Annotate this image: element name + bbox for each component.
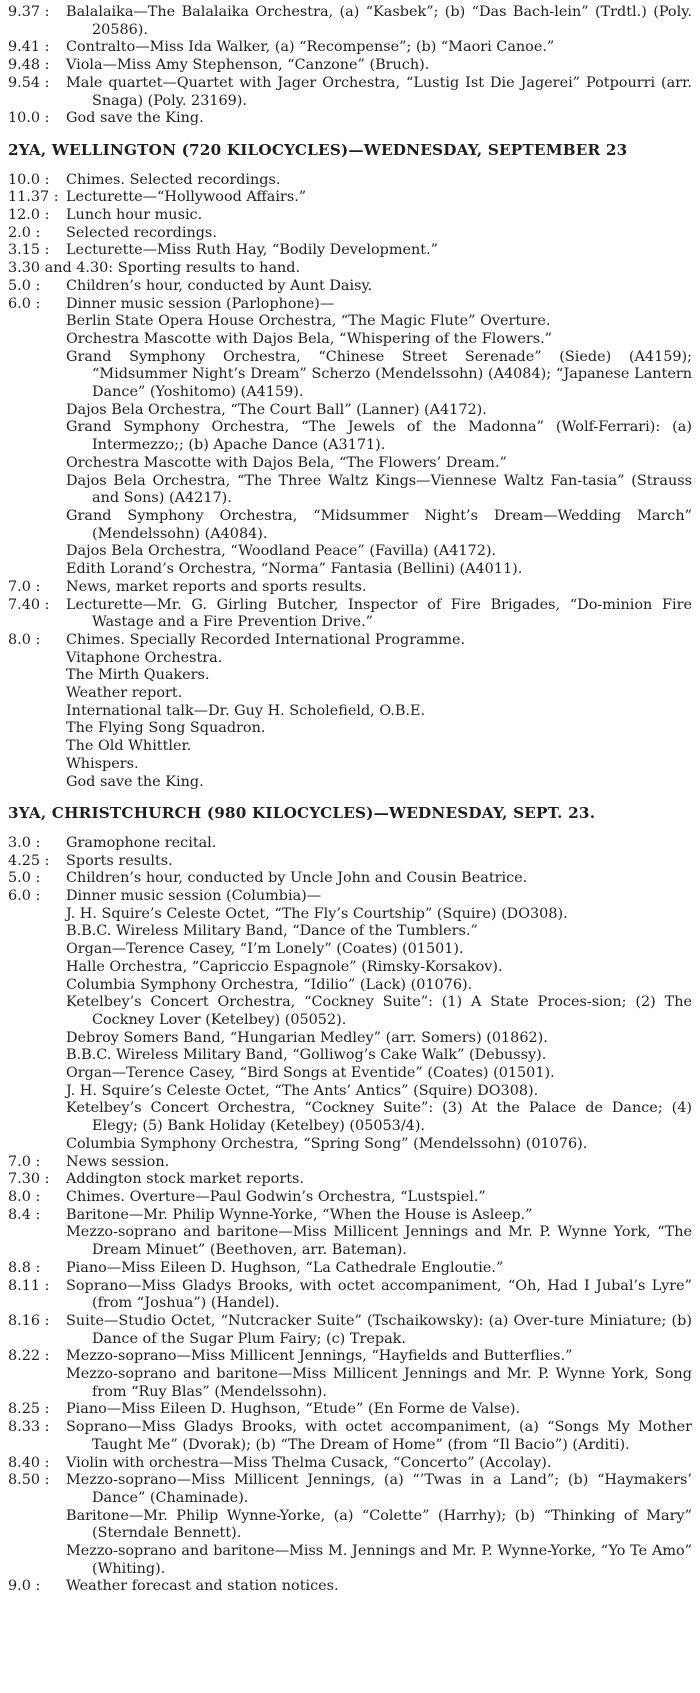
program-entry	[8, 977, 692, 995]
program-entry	[8, 1100, 692, 1135]
program-entry	[8, 1419, 692, 1454]
program-text: Vitaphone Orchestra.	[66, 649, 223, 666]
program-entry	[8, 1065, 692, 1083]
program-text: Suite—Studio Octet, “Nutcracker Suite” (Tschaikowsky): (a) Over-ture Miniature; (b) Dance of the Sugar Plum Fairy; (c) Trepak.	[66, 1312, 692, 1347]
program-text: Viola—Miss Amy Stephenson, “Canzone” (Bruch).	[66, 57, 430, 74]
program-text: Organ—Terence Casey, “Bird Songs at Eventide” (Coates) (01501).	[66, 1065, 555, 1082]
program-entry	[8, 1136, 692, 1154]
program-text: Edith Lorand’s Orchestra, “Norma” Fantasia (Bellini) (A4011).	[66, 561, 523, 578]
program-text: Dajos Bela Orchestra, “Woodland Peace” (Favilla) (A4172).	[66, 543, 497, 560]
program-text: News, market reports and sports results.	[66, 578, 367, 595]
program-time: 9.48 :	[8, 57, 50, 74]
program-entry	[8, 296, 692, 314]
station-heading-3YA: 3YA, CHRISTCHURCH (980 KILOCYCLES)—WEDNESDAY, SEPT. 23.	[8, 804, 596, 823]
program-entry	[8, 650, 692, 668]
program-list	[8, 4, 692, 128]
program-entry	[8, 941, 692, 959]
program-text: Piano—Miss Eileen D. Hughson, “Etude” (En Forme de Valse).	[66, 1401, 521, 1418]
program-time: 3.0 :	[8, 834, 41, 851]
program-entry	[8, 720, 692, 738]
program-text: Chimes. Specially Recorded International Programme.	[66, 631, 466, 648]
program-text: Violin with orchestra—Miss Thelma Cusack, “Concerto” (Accolay).	[66, 1454, 552, 1471]
program-text: Berlin State Opera House Orchestra, “The Magic Flute” Overture.	[66, 313, 551, 330]
program-entry	[8, 349, 692, 402]
program-text: Sports results.	[66, 852, 173, 869]
program-time: 6.0 :	[8, 295, 41, 312]
program-time: 8.16 :	[8, 1312, 50, 1329]
program-text: Ketelbey’s Concert Orchestra, “Cockney Suite”: (1) A State Proces-sion; (2) The Cockney Lover (Ketelbey) (05052).	[66, 994, 692, 1028]
program-entry	[8, 278, 692, 296]
program-text: Balalaika—The Balalaika Orchestra, (a) “Kasbek”; (b) “Das Bach-lein” (Trdtl.) (Poly. 20586).	[66, 4, 692, 38]
program-time: 9.41 :	[8, 39, 50, 56]
program-time: 8.22 :	[8, 1348, 50, 1365]
program-time: 9.37 :	[8, 4, 50, 20]
program-text: Contralto—Miss Ida Walker, (a) “Recompense”; (b) “Maori Canoe.”	[66, 39, 555, 56]
program-text: The Mirth Quakers.	[66, 667, 210, 684]
program-text: B.B.C. Wireless Military Band, “Golliwog’s Cake Walk” (Debussy).	[66, 1047, 547, 1064]
program-entry	[8, 419, 692, 454]
program-entry	[8, 1401, 692, 1419]
program-text: Organ—Terence Casey, “I’m Lonely” (Coates) (01501).	[66, 941, 464, 958]
program-text: Lecturette—Miss Ruth Hay, “Bodily Development.”	[66, 242, 438, 259]
program-entry	[8, 1578, 692, 1596]
program-time: 8.25 :	[8, 1401, 50, 1418]
program-entry	[8, 1047, 692, 1065]
program-text: Dinner music session (Columbia)—	[66, 888, 322, 905]
program-time: 7.0 :	[8, 1153, 41, 1170]
program-entry	[8, 75, 692, 110]
program-text: Dinner music session (Parlophone)—	[66, 295, 335, 312]
program-entry	[8, 685, 692, 703]
section-1YA-continued	[8, 4, 692, 128]
program-text: B.B.C. Wireless Military Band, “Dance of the Tumblers.”	[66, 923, 478, 940]
program-time: 9.0 :	[8, 1578, 41, 1595]
program-time: 8.50 :	[8, 1472, 50, 1489]
section-2YA-wellington	[8, 172, 692, 792]
program-entry	[8, 331, 692, 349]
program-text: Dajos Bela Orchestra, “The Court Ball” (Lanner) (A4172).	[66, 401, 487, 418]
program-text: Orchestra Mascotte with Dajos Bela, “The Flowers’ Dream.”	[66, 454, 507, 471]
program-text: 3.30 and 4.30: Sporting results to hand.	[8, 260, 301, 277]
program-text: The Flying Song Squadron.	[66, 720, 266, 737]
program-entry	[8, 906, 692, 924]
program-text: Columbia Symphony Orchestra, “Spring Song” (Mendelssohn) (01076).	[66, 1135, 588, 1152]
program-time: 7.0 :	[8, 578, 41, 595]
program-entry	[8, 853, 692, 871]
program-entry	[8, 1083, 692, 1101]
program-entry	[8, 703, 692, 721]
program-time: 9.54 :	[8, 74, 50, 91]
program-entry	[8, 4, 692, 39]
program-list	[8, 835, 692, 1596]
program-time: 8.4 :	[8, 1206, 41, 1223]
program-time: 10.0 :	[8, 110, 50, 127]
program-entry	[8, 39, 692, 57]
program-entry	[8, 756, 692, 774]
section-3YA-christchurch	[8, 835, 692, 1596]
program-entry	[8, 959, 692, 977]
program-entry	[8, 57, 692, 75]
program-entry	[8, 1508, 692, 1543]
program-entry	[8, 225, 692, 243]
program-entry	[8, 1030, 692, 1048]
program-entry	[8, 242, 692, 260]
program-entry	[8, 1260, 692, 1278]
program-text: Children’s hour, conducted by Aunt Daisy.	[66, 277, 373, 294]
program-list	[8, 172, 692, 792]
program-entry	[8, 579, 692, 597]
program-time: 8.33 :	[8, 1419, 50, 1436]
program-time: 8.0 :	[8, 1189, 41, 1205]
program-text: Whispers.	[66, 755, 139, 772]
program-entry	[8, 260, 692, 278]
program-entry	[8, 189, 692, 207]
program-entry	[8, 667, 692, 685]
program-entry	[8, 543, 692, 561]
program-entry	[8, 1224, 692, 1259]
program-text: Mezzo-soprano and baritone—Miss Millicent Jennings and Mr. P. Wynne York, “The Dream Minuet” (Beethoven, arr. Bateman).	[66, 1224, 692, 1259]
program-text: Chimes. Overture—Paul Godwin’s Orchestra, “Lustspiel.”	[66, 1189, 486, 1205]
program-entry	[8, 597, 692, 632]
program-text: Addington stock market reports.	[66, 1171, 304, 1188]
program-time: 5.0 :	[8, 870, 41, 887]
program-entry	[8, 1171, 692, 1189]
program-time: 8.0 :	[8, 631, 41, 648]
program-entry	[8, 1278, 692, 1313]
program-text: Mezzo-soprano and baritone—Miss M. Jennings and Mr. P. Wynne-Yorke, “Yo Te Amo” (Whiting).	[66, 1543, 692, 1577]
program-text: Lecturette—Mr. G. Girling Butcher, Inspector of Fire Brigades, “Do-minion Fire Wastage and a Fire Prevention Drive.”	[66, 596, 692, 631]
program-text: Piano—Miss Eileen D. Hughson, “La Cathedrale Engloutie.”	[66, 1259, 504, 1276]
program-text: J. H. Squire’s Celeste Octet, “The Fly’s Courtship” (Squire) (DO308).	[66, 905, 568, 922]
program-text: Orchestra Mascotte with Dajos Bela, “Whispering of the Flowers.”	[66, 330, 553, 347]
program-entry	[8, 402, 692, 420]
program-text: Selected recordings.	[66, 224, 217, 241]
program-time: 8.40 :	[8, 1454, 50, 1471]
program-time: 7.40 :	[8, 596, 50, 613]
program-text: Soprano—Miss Gladys Brooks, with octet accompaniment, (a) “Songs My Mother Taught Me” (Dvorak); (b) “The Dream of Home” (from “Il Bacio”) (Arditi).	[66, 1419, 692, 1453]
program-text: Weather report.	[66, 685, 183, 702]
program-text: J. H. Squire’s Celeste Octet, “The Ants’ Antics” (Squire) DO308).	[66, 1082, 539, 1099]
program-entry	[8, 1366, 692, 1401]
program-entry	[8, 313, 692, 331]
program-text: Ketelbey’s Concert Orchestra, “Cockney Suite”: (3) At the Palace de Dance; (4) Elegy; (5) Bank Holiday (Ketelbey) (05053/4).	[66, 1100, 692, 1135]
program-text: The Old Whittler.	[66, 738, 192, 755]
program-time: 3.15 :	[8, 242, 50, 259]
program-text: Mezzo-soprano—Miss Millicent Jennings, (a) “’Twas in a Land”; (b) “Haymakers’ Dance” (Chaminade).	[66, 1472, 692, 1506]
program-time: 2.0 :	[8, 224, 41, 241]
program-time: 11.37 :	[8, 189, 59, 206]
program-entry	[8, 888, 692, 906]
program-text: Mezzo-soprano and baritone—Miss Millicent Jennings and Mr. P. Wynne York, Song from “Ruy Blas” (Mendelssohn).	[66, 1366, 692, 1400]
program-time: 8.8 :	[8, 1259, 41, 1276]
program-time: 7.30 :	[8, 1171, 50, 1188]
program-entry	[8, 1207, 692, 1225]
program-entry	[8, 473, 692, 508]
program-text: Chimes. Selected recordings.	[66, 171, 281, 188]
program-entry	[8, 561, 692, 579]
program-text: Mezzo-soprano—Miss Millicent Jennings, “Hayfields and Butterflies.”	[66, 1348, 573, 1365]
program-entry	[8, 207, 692, 225]
program-text: Lunch hour music.	[66, 207, 203, 224]
program-entry	[8, 172, 692, 190]
program-text: Children’s hour, conducted by Uncle John and Cousin Beatrice.	[66, 870, 528, 887]
program-entry	[8, 1154, 692, 1172]
program-text: Grand Symphony Orchestra, “The Jewels of the Madonna” (Wolf-Ferrari): (a) Intermezzo;; (b) Apache Dance (A3171).	[66, 419, 692, 454]
program-entry	[8, 1348, 692, 1366]
program-text: Grand Symphony Orchestra, “Chinese Street Serenade” (Siede) (A4159); “Midsummer Night’s Dream” Scherzo (Mendelssohn) (A4084); “Japanese Lantern Dance” (Yoshitomo) (A4159).	[66, 348, 692, 401]
program-entry	[8, 1455, 692, 1473]
program-text: News session.	[66, 1153, 170, 1170]
program-text: Grand Symphony Orchestra, “Midsummer Night’s Dream—Wedding March” (Mendelssohn) (A4084).	[66, 507, 692, 542]
program-time: 8.11 :	[8, 1277, 50, 1294]
program-text: Weather forecast and station notices.	[66, 1578, 339, 1595]
program-entry	[8, 1313, 692, 1348]
program-text: Gramophone recital.	[66, 834, 217, 851]
program-text: Lecturette—“Hollywood Affairs.”	[66, 189, 307, 206]
program-text: Columbia Symphony Orchestra, “Idilio” (Lack) (01076).	[66, 976, 473, 993]
program-text: Male quartet—Quartet with Jager Orchestra, “Lustig Ist Die Jagerei” Potpourri (arr. Snaga) (Poly. 23169).	[66, 74, 692, 109]
program-entry	[8, 738, 692, 756]
program-entry	[8, 835, 692, 853]
program-time: 4.25 :	[8, 852, 50, 869]
program-entry	[8, 508, 692, 543]
program-text: Baritone—Mr. Philip Wynne-Yorke, “When the House is Asleep.”	[66, 1206, 533, 1223]
program-entry	[8, 455, 692, 473]
program-entry	[8, 1543, 692, 1578]
program-entry	[8, 110, 692, 128]
program-entry	[8, 923, 692, 941]
program-time: 10.0 :	[8, 171, 50, 188]
station-heading-2YA: 2YA, WELLINGTON (720 KILOCYCLES)—WEDNESDAY, SEPTEMBER 23	[8, 140, 628, 159]
program-text: International talk—Dr. Guy H. Scholefield, O.B.E.	[66, 702, 426, 719]
program-entry	[8, 774, 692, 792]
program-entry	[8, 1472, 692, 1507]
program-entry	[8, 1189, 692, 1207]
program-text: God save the King.	[66, 773, 204, 790]
program-text: Soprano—Miss Gladys Brooks, with octet accompaniment, “Oh, Had I Jubal’s Lyre” (from “Joshua”) (Handel).	[66, 1277, 692, 1312]
program-text: God save the King.	[66, 110, 204, 127]
program-text: Debroy Somers Band, “Hungarian Medley” (arr. Somers) (01862).	[66, 1029, 548, 1046]
program-time: 5.0 :	[8, 277, 41, 294]
program-entry	[8, 870, 692, 888]
program-time: 6.0 :	[8, 888, 41, 905]
program-entry	[8, 632, 692, 650]
program-text: Baritone—Mr. Philip Wynne-Yorke, (a) “Colette” (Harrhy); (b) “Thinking of Mary” (Sterndale Bennett).	[66, 1507, 692, 1542]
program-text: Halle Orchestra, “Capriccio Espagnole” (Rimsky-Korsakov).	[66, 958, 503, 975]
program-text: Dajos Bela Orchestra, “The Three Waltz Kings—Viennese Waltz Fan-tasia” (Strauss and Sons) (A4217).	[66, 472, 692, 507]
program-time: 12.0 :	[8, 207, 50, 224]
program-entry	[8, 994, 692, 1029]
